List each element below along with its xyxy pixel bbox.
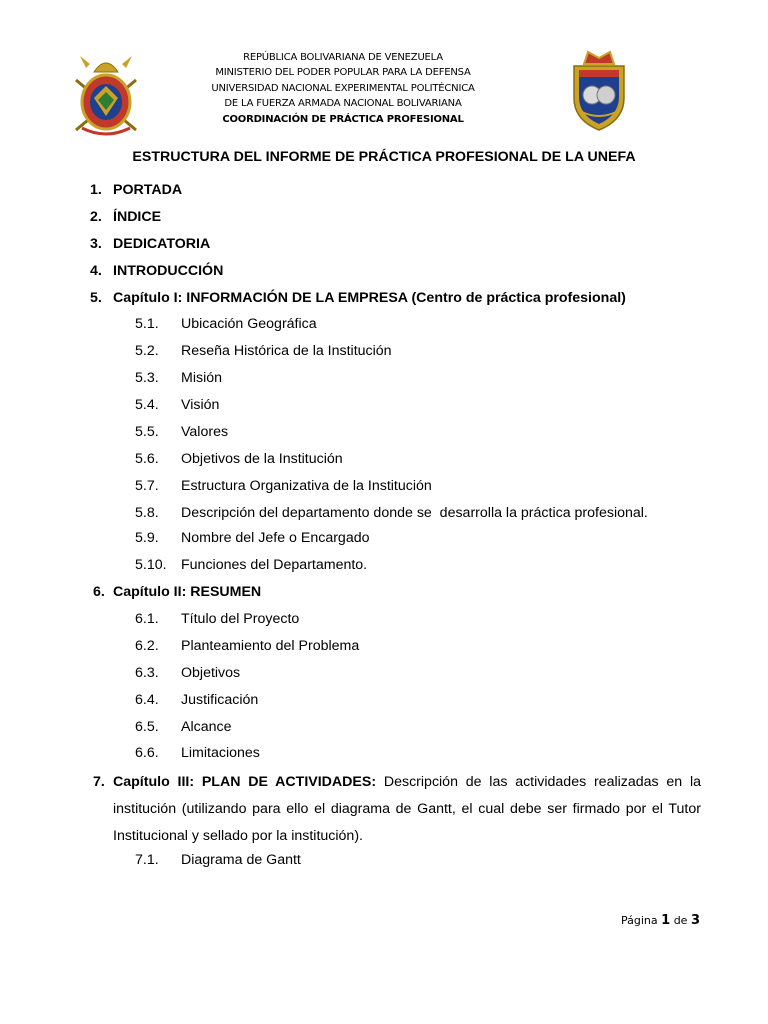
- header-line: DE LA FUERZA ARMADA NACIONAL BOLIVARIANA: [224, 98, 462, 110]
- subsection-label: Nombre del Jefe o Encargado: [181, 530, 370, 546]
- current-page-number: 1: [661, 913, 671, 928]
- header-line: UNIVERSIDAD NACIONAL EXPERIMENTAL POLITÉCNICA: [211, 82, 475, 94]
- section-label: Capítulo I: INFORMACIÓN DE LA EMPRESA (Centro de práctica profesional): [113, 290, 626, 306]
- subsection-label: Diagrama de Gantt: [181, 852, 301, 868]
- subsection-number: 5.4.: [135, 397, 159, 413]
- section-number: 7.: [93, 774, 105, 790]
- section-number: 1.: [90, 182, 102, 198]
- subsection-number: 6.1.: [135, 611, 159, 627]
- section-7-paragraph: [113, 769, 701, 850]
- subsection-label: Valores: [181, 424, 229, 440]
- subsection-number: 6.6.: [135, 745, 159, 761]
- subsection-number: 5.5.: [135, 424, 159, 440]
- subsection-label: Objetivos: [181, 665, 241, 681]
- subsection-label: Visión: [181, 397, 220, 413]
- subsection-number: 6.5.: [135, 719, 159, 735]
- subsection-number: 6.4.: [135, 692, 159, 708]
- subsection-number: 5.2.: [135, 343, 159, 359]
- subsection-number: 5.1.: [135, 316, 159, 332]
- section-number: 5.: [90, 290, 102, 306]
- footer-middle: de: [673, 914, 688, 927]
- subsection-number: 7.1.: [135, 852, 159, 868]
- institution-header: [190, 50, 496, 127]
- section-number: 6.: [93, 584, 105, 600]
- subsection-number: 5.9.: [135, 530, 159, 546]
- header-coordination-line: COORDINACIÓN DE PRÁCTICA PROFESIONAL: [222, 113, 464, 125]
- subsection-label: Limitaciones: [181, 745, 260, 761]
- subsection-label: Ubicación Geográfica: [181, 316, 317, 332]
- footer-prefix: Página: [621, 914, 658, 927]
- section-label: INTRODUCCIÓN: [113, 263, 224, 279]
- header-line: REPÚBLICA BOLIVARIANA DE VENEZUELA: [243, 52, 443, 63]
- subsection-label: Misión: [181, 370, 222, 386]
- subsection-label: Descripción del departamento donde se desarrolla la práctica profesional.: [181, 505, 648, 521]
- document-title: ESTRUCTURA DEL INFORME DE PRÁCTICA PROFESIONAL DE LA UNEFA: [132, 149, 636, 165]
- subsection-label: Reseña Histórica de la Institución: [181, 343, 392, 359]
- subsection-number: 6.3.: [135, 665, 159, 681]
- subsection-label: Objetivos de la Institución: [181, 451, 343, 467]
- subsection-label: Estructura Organizativa de la Institución: [181, 478, 432, 494]
- subsection-label: Alcance: [181, 719, 232, 735]
- total-page-number: 3: [690, 913, 700, 928]
- subsection-label: Planteamiento del Problema: [181, 638, 360, 654]
- header-line: MINISTERIO DEL PODER POPULAR PARA LA DEFENSA: [215, 67, 471, 79]
- subsection-number: 5.7.: [135, 478, 159, 494]
- subsection-number: 6.2.: [135, 638, 159, 654]
- subsection-number: 5.10.: [135, 557, 167, 573]
- section-number: 3.: [90, 236, 102, 252]
- subsection-label: Título del Proyecto: [181, 611, 300, 627]
- section-label: Capítulo II: RESUMEN: [113, 584, 262, 600]
- section-description: Descripción de las actividades realizadas en la institución (utilizando para ello el diagrama de Gantt, el cual debe ser firmado por el Tutor Institucional y sellado por la institución).: [113, 774, 701, 844]
- section-number: 2.: [90, 209, 102, 225]
- section-label: PORTADA: [113, 182, 183, 198]
- unefa-shield-seal-icon: [566, 50, 632, 132]
- subsection-label: Justificación: [181, 692, 259, 708]
- page-number-footer: [621, 913, 700, 928]
- section-number: 4.: [90, 263, 102, 279]
- subsection-number: 5.8.: [135, 505, 159, 521]
- page-header: [0, 0, 768, 135]
- section-label: Capítulo III: PLAN DE ACTIVIDADES:: [113, 774, 377, 790]
- subsection-number: 5.3.: [135, 370, 159, 386]
- subsection-label: Funciones del Departamento.: [181, 557, 368, 573]
- section-label: ÍNDICE: [113, 209, 162, 225]
- subsection-number: 5.6.: [135, 451, 159, 467]
- military-crest-seal-icon: [70, 50, 142, 138]
- section-label: DEDICATORIA: [113, 236, 211, 252]
